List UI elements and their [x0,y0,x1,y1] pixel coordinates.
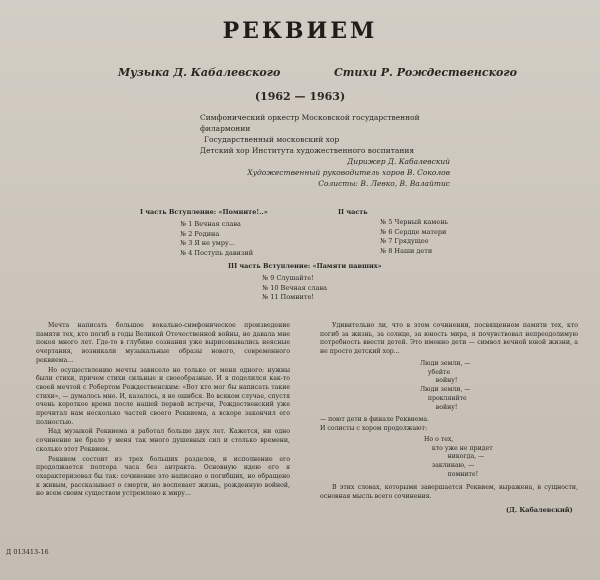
poem-line: никогда, — [424,453,485,461]
poem-line: Люди земли, — [420,360,471,367]
essay-outro [320,484,578,502]
track-item: № 7 Грядущее [380,237,429,245]
part1-heading: I часть Вступление: «Помните!..» [140,208,268,216]
track-item: № 8 Наши дети [380,246,433,255]
performers-block [200,112,450,189]
performer-line: Детский хор Института художественного воспитания [200,146,415,155]
track-item: № 1 Вечная слава [180,220,241,228]
choir-director: Художественный руководитель хоров В. Соколов [247,168,450,177]
essay-paragraph: В этих словах, которыми завершается Реквием, выражена, в сущности, основная мысль всего сочинения. [320,484,578,500]
soloists: Солисты: В. Левко, В. Валайтис [318,179,450,188]
composer-credit: Музыка Д. Кабалевского [118,66,281,79]
poem-line: помните! [424,470,479,478]
essay-paragraph: Над музыкой Реквиема я работал больше двух лет. Кажется, ни одно сочинение не брало у меня так много душевных сил и столько времени, сколько этот Реквием. [36,428,290,453]
part1-tracklist [180,220,253,258]
performer-line: Симфонический оркестр Московской государственной филармонии [200,113,420,133]
poem-line: Люди земли, — [420,386,471,394]
poem-line: заклинаю, — [424,462,475,470]
part2-heading: II часть [338,208,368,216]
lyricist-credit: Стихи Р. Рождественского [334,66,517,79]
track-item: № 6 Сердце матери [380,227,447,236]
track-item: № 4 Поступь давизий [180,248,254,257]
performer-line: Государственный московский хор [204,135,340,144]
poem-line: проклянйте [420,394,467,402]
part3-tracklist [262,274,327,303]
track-item: № 9 Слушайте! [262,274,314,282]
poem-line: войну! [420,377,458,385]
poem-1 [420,360,470,412]
catalog-code: Д 013413-16 [6,548,49,556]
conductor: Дирижер Д. Кабалевский [347,157,450,166]
track-item: № 2 Родина [180,229,220,238]
poem-line: Но о тех, [424,436,454,443]
part2-tracklist [380,218,448,256]
part3-heading: III часть Вступление: «Памяти павших» [228,262,382,270]
track-item: № 10 Вечная слава [262,283,328,292]
essay-right-column [320,322,578,358]
essay-paragraph: Мечта написать большое вокально-симфоническое произведение памяти тех, кто погиб в годы Великой Отечественной войны, не давала мне покоя много лет. Где-то в глубине сознания уже вырисовывались неясные очертания, возникали музыкальные образы нового, современного реквиема... [36,322,290,364]
page-title: РЕКВИЕМ [222,18,378,44]
essay-paragraph: Реквием состоит из трех больших разделов, и исполнение его продолжается полтора часа без антракта. Основную идею его я охарактеризовал бы так: сочинение это написано о погибших, но обращено к живым, рассказывает о смерти, но воспевает жизнь, рожденную войной, но всем своим существом устремлено к миру... [36,455,290,498]
track-item: № 5 Черный камень [380,218,449,226]
track-item: № 3 Я не умру... [180,239,236,247]
poem-line: убейте [420,368,451,376]
years: (1962 — 1963) [254,90,346,103]
essay-paragraph: Но осуществлению мечты зависело не только от меня одного: нужны были стихи, причем стихи сильные и своеобразные. И я поделился как-то своей мечтой с Робертом Рождественским: «Вот кто мог бы написать такие стихи», — думалось мне. И, казалось, я не ошибся. Во всяком случае, спустя очень короткое время после нашей первой встречи, Рождественский уже прочитал нам несколько частей своего Реквиема, а вскоре закончил его полностью. [36,366,290,426]
poem-2 [424,436,493,480]
track-item: № 11 Помните! [262,293,314,301]
essay-transition: — поют дети в финале Реквиема. И солисты с хором продолжают: [320,416,429,432]
essay-left-column [36,322,290,500]
poem-line: войну! [420,403,458,411]
essay-paragraph: Удивительно ли, что в этом сочинении, посвященном памяти тех, кто погиб за жизнь, за солнце, за юность мира, я почувствовал непреодолимую потребность ввести детей. Это именно дети — символ вечной юной жизни, а не просто детский хор... [320,322,578,356]
poem-line: кто уже не придет [424,444,493,452]
author-signature: (Д. Кабалевский) [506,506,573,514]
